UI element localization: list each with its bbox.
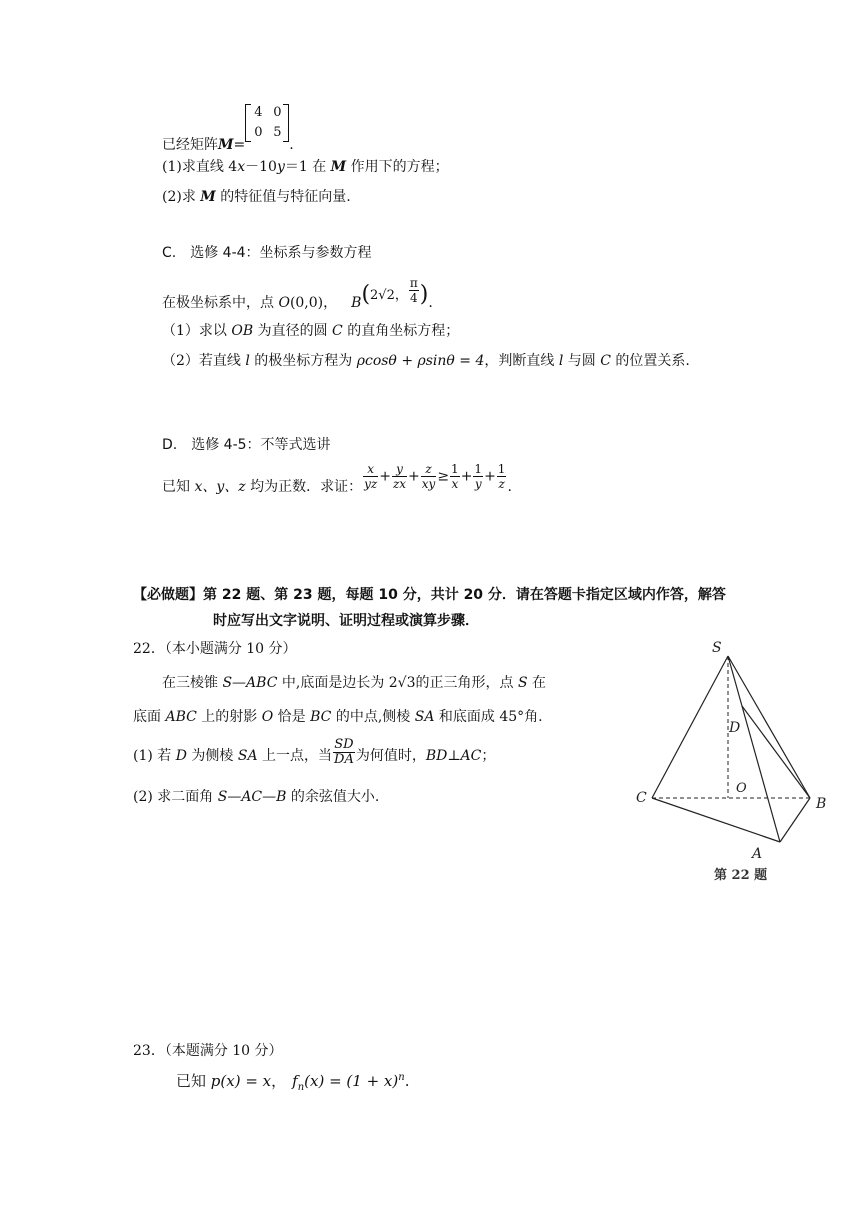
- text: ，判断直线: [484, 353, 559, 369]
- matrix-4-0-0-5: [245, 104, 289, 142]
- q22-paragraph-line-1: [162, 672, 546, 692]
- fraction-denominator: yz: [364, 477, 378, 491]
- q22-subquestion-2: [133, 786, 379, 806]
- matrix-intro-text: 已经矩阵: [162, 137, 218, 153]
- text: 的位置关系.: [610, 353, 690, 369]
- period: .: [507, 478, 512, 495]
- text: 的特征值与特征向量.: [215, 189, 351, 205]
- segment-ac: AC: [460, 747, 482, 764]
- point-d: D: [175, 747, 187, 764]
- point-s: S: [517, 675, 528, 691]
- plane-abc: ABC: [165, 709, 197, 725]
- q22-title: 22．（本小题满分 10 分）: [133, 641, 297, 657]
- fraction-x-over-yz: [363, 462, 378, 491]
- point-b: B: [351, 294, 362, 311]
- segment-bd: BD: [425, 747, 448, 764]
- fraction-denominator: DA: [334, 752, 354, 767]
- fraction-y-over-zx: [392, 462, 407, 491]
- text: 和底面成 45°角.: [434, 709, 543, 725]
- text: 已知: [176, 1072, 211, 1090]
- matrix-symbol: M: [330, 159, 347, 175]
- text: 的中点,侧棱: [331, 709, 415, 725]
- line-l: l: [558, 353, 564, 369]
- q22-subquestion-1: [133, 738, 495, 774]
- text: 中,底面是边长为 2√3的正三角形，点: [277, 675, 518, 691]
- text: (2)求: [162, 189, 201, 205]
- plus-sign: +: [379, 468, 391, 485]
- text: 上一点，当: [257, 747, 333, 764]
- fraction-numerator: z: [421, 462, 437, 477]
- period: .: [289, 137, 294, 153]
- text: 均为正数．求证：: [245, 478, 363, 495]
- fraction-denominator: z: [498, 477, 505, 491]
- matrix-symbol: M: [218, 137, 234, 153]
- segment-bc: BC: [310, 709, 332, 725]
- fraction-numerator: 1: [474, 462, 483, 476]
- text: 为侧棱: [186, 747, 238, 764]
- text: (2) 求二面角: [133, 789, 218, 805]
- text: －10: [245, 159, 277, 175]
- text: 的余弦值大小.: [286, 789, 380, 805]
- label-c: C: [636, 790, 647, 806]
- edge-sb: [728, 656, 810, 798]
- text: （2）若直线: [162, 353, 246, 369]
- text: 的极坐标方程为: [249, 353, 357, 369]
- section-d-problem: [162, 462, 512, 502]
- matrix-symbol: M: [200, 189, 216, 205]
- matrix-question-1: [162, 156, 449, 176]
- period: .: [404, 1072, 410, 1090]
- fraction-1-over-z: [497, 462, 507, 491]
- subscript-n: n: [297, 1082, 305, 1093]
- text: 为直径的圆: [253, 323, 333, 339]
- matrix-problem-statement: [162, 104, 294, 154]
- label-a: A: [752, 846, 763, 862]
- text: (0,0)，: [289, 294, 338, 311]
- equals-sign: =: [233, 137, 246, 153]
- plus-sign: +: [484, 468, 496, 485]
- perpendicular-sign: ⊥: [447, 747, 461, 764]
- q23-given: [176, 1070, 409, 1093]
- fraction-z-over-xy: [421, 462, 437, 491]
- variables-xyz: x、y、z: [194, 478, 246, 495]
- fraction-numerator: 1: [451, 462, 459, 476]
- var-x: x: [237, 159, 246, 175]
- fraction-numerator: π: [409, 276, 418, 290]
- pyramid-name: S—ABC: [222, 675, 278, 691]
- fraction-sd-over-da: [333, 738, 355, 767]
- p-function-expression: p(x) = x: [210, 1072, 272, 1090]
- separator: ，: [271, 1072, 287, 1090]
- point-b-value: 2√2，: [370, 287, 408, 303]
- plus-sign: +: [408, 468, 420, 485]
- fraction-1-over-y: [473, 462, 483, 491]
- var-y: y: [276, 159, 285, 175]
- ge-sign: ≥: [437, 468, 450, 485]
- required-section-heading-line-2: 时应写出文字说明、证明过程或演算步骤．: [213, 613, 479, 629]
- label-s: S: [712, 640, 722, 656]
- pi-over-4-fraction: [409, 276, 419, 305]
- text: 已知: [162, 478, 195, 495]
- fraction-numerator: SD: [334, 737, 354, 752]
- label-o: O: [736, 781, 747, 796]
- edge-ab: [780, 798, 810, 842]
- period: .: [428, 294, 433, 311]
- superscript-n: n: [398, 1072, 405, 1083]
- text: （1）求以: [162, 323, 232, 339]
- dihedral-angle-name: S—AC—B: [217, 789, 287, 805]
- q22-paragraph-line-2: [133, 706, 543, 726]
- left-bracket: [245, 104, 251, 142]
- text: 上的射影: [196, 709, 262, 725]
- edge-sc: [652, 656, 728, 798]
- plus-sign: +: [460, 468, 473, 485]
- text: (1)求直线 4: [162, 159, 238, 175]
- fraction-numerator: y: [392, 462, 407, 477]
- matrix-cell: 0: [254, 125, 263, 140]
- fraction-1-over-x: [450, 462, 460, 491]
- label-b: B: [816, 796, 827, 812]
- q23-title: 23．（本题满分 10 分）: [133, 1043, 283, 1059]
- figure-caption: 第 22 题: [714, 868, 768, 883]
- fraction-denominator: x: [451, 477, 459, 491]
- section-c-question-1: [162, 320, 459, 340]
- fraction-denominator: zx: [392, 477, 407, 491]
- matrix-question-2: [162, 186, 351, 206]
- f-symbol: f: [292, 1072, 298, 1090]
- fraction-denominator: xy: [421, 477, 436, 491]
- right-paren: ): [419, 282, 429, 307]
- edge-sa: [728, 656, 780, 842]
- fraction-numerator: x: [363, 462, 378, 477]
- line-l: l: [245, 353, 250, 369]
- section-c-intro: [162, 270, 433, 310]
- fraction-denominator: y: [474, 477, 482, 491]
- text: 的直角坐标方程；: [342, 323, 460, 339]
- point-o: O: [278, 294, 290, 311]
- segment-sa: SA: [414, 709, 435, 725]
- matrix-cell: 4: [254, 105, 263, 120]
- text: (1) 若: [133, 747, 176, 764]
- text: 与圆: [563, 353, 601, 369]
- segment-sa: SA: [237, 747, 258, 764]
- section-c-question-2: [162, 350, 690, 370]
- pyramid-figure: [630, 632, 840, 892]
- text: ＝1 在: [284, 159, 331, 175]
- section-d-heading: D. 选修 4-5：不等式选讲: [162, 437, 331, 453]
- text: 在极坐标系中，点: [162, 294, 279, 311]
- polar-equation: ρcosθ + ρsinθ = 4: [356, 353, 485, 369]
- text: ；: [481, 747, 496, 764]
- fraction-numerator: 1: [497, 462, 506, 476]
- segment-db: [742, 706, 810, 798]
- matrix-cell: 5: [273, 125, 282, 140]
- text: 作用下的方程；: [346, 159, 449, 175]
- fraction-denominator: 4: [409, 291, 418, 305]
- text: 底面: [133, 709, 166, 725]
- required-section-heading-line-1: 【必做题】第 22 题、第 23 题，每题 10 分，共计 20 分．请在答题卡指定区域内作答，解答: [133, 587, 726, 603]
- segment-ob: OB: [231, 323, 254, 339]
- text: 在三棱锥: [162, 675, 223, 691]
- text: 在: [527, 675, 547, 691]
- text: 恰是: [273, 709, 311, 725]
- edge-ca: [652, 798, 780, 842]
- point-o: O: [261, 709, 274, 725]
- circle-c: C: [332, 323, 343, 339]
- matrix-cell: 0: [273, 105, 282, 120]
- section-c-heading: C. 选修 4-4：坐标系与参数方程: [162, 245, 372, 261]
- left-paren: (: [361, 282, 371, 307]
- circle-c: C: [600, 353, 611, 369]
- f-function-expression: (x) = (1 + x): [304, 1072, 399, 1090]
- text: 为何值时，: [355, 747, 426, 764]
- label-d: D: [729, 720, 741, 736]
